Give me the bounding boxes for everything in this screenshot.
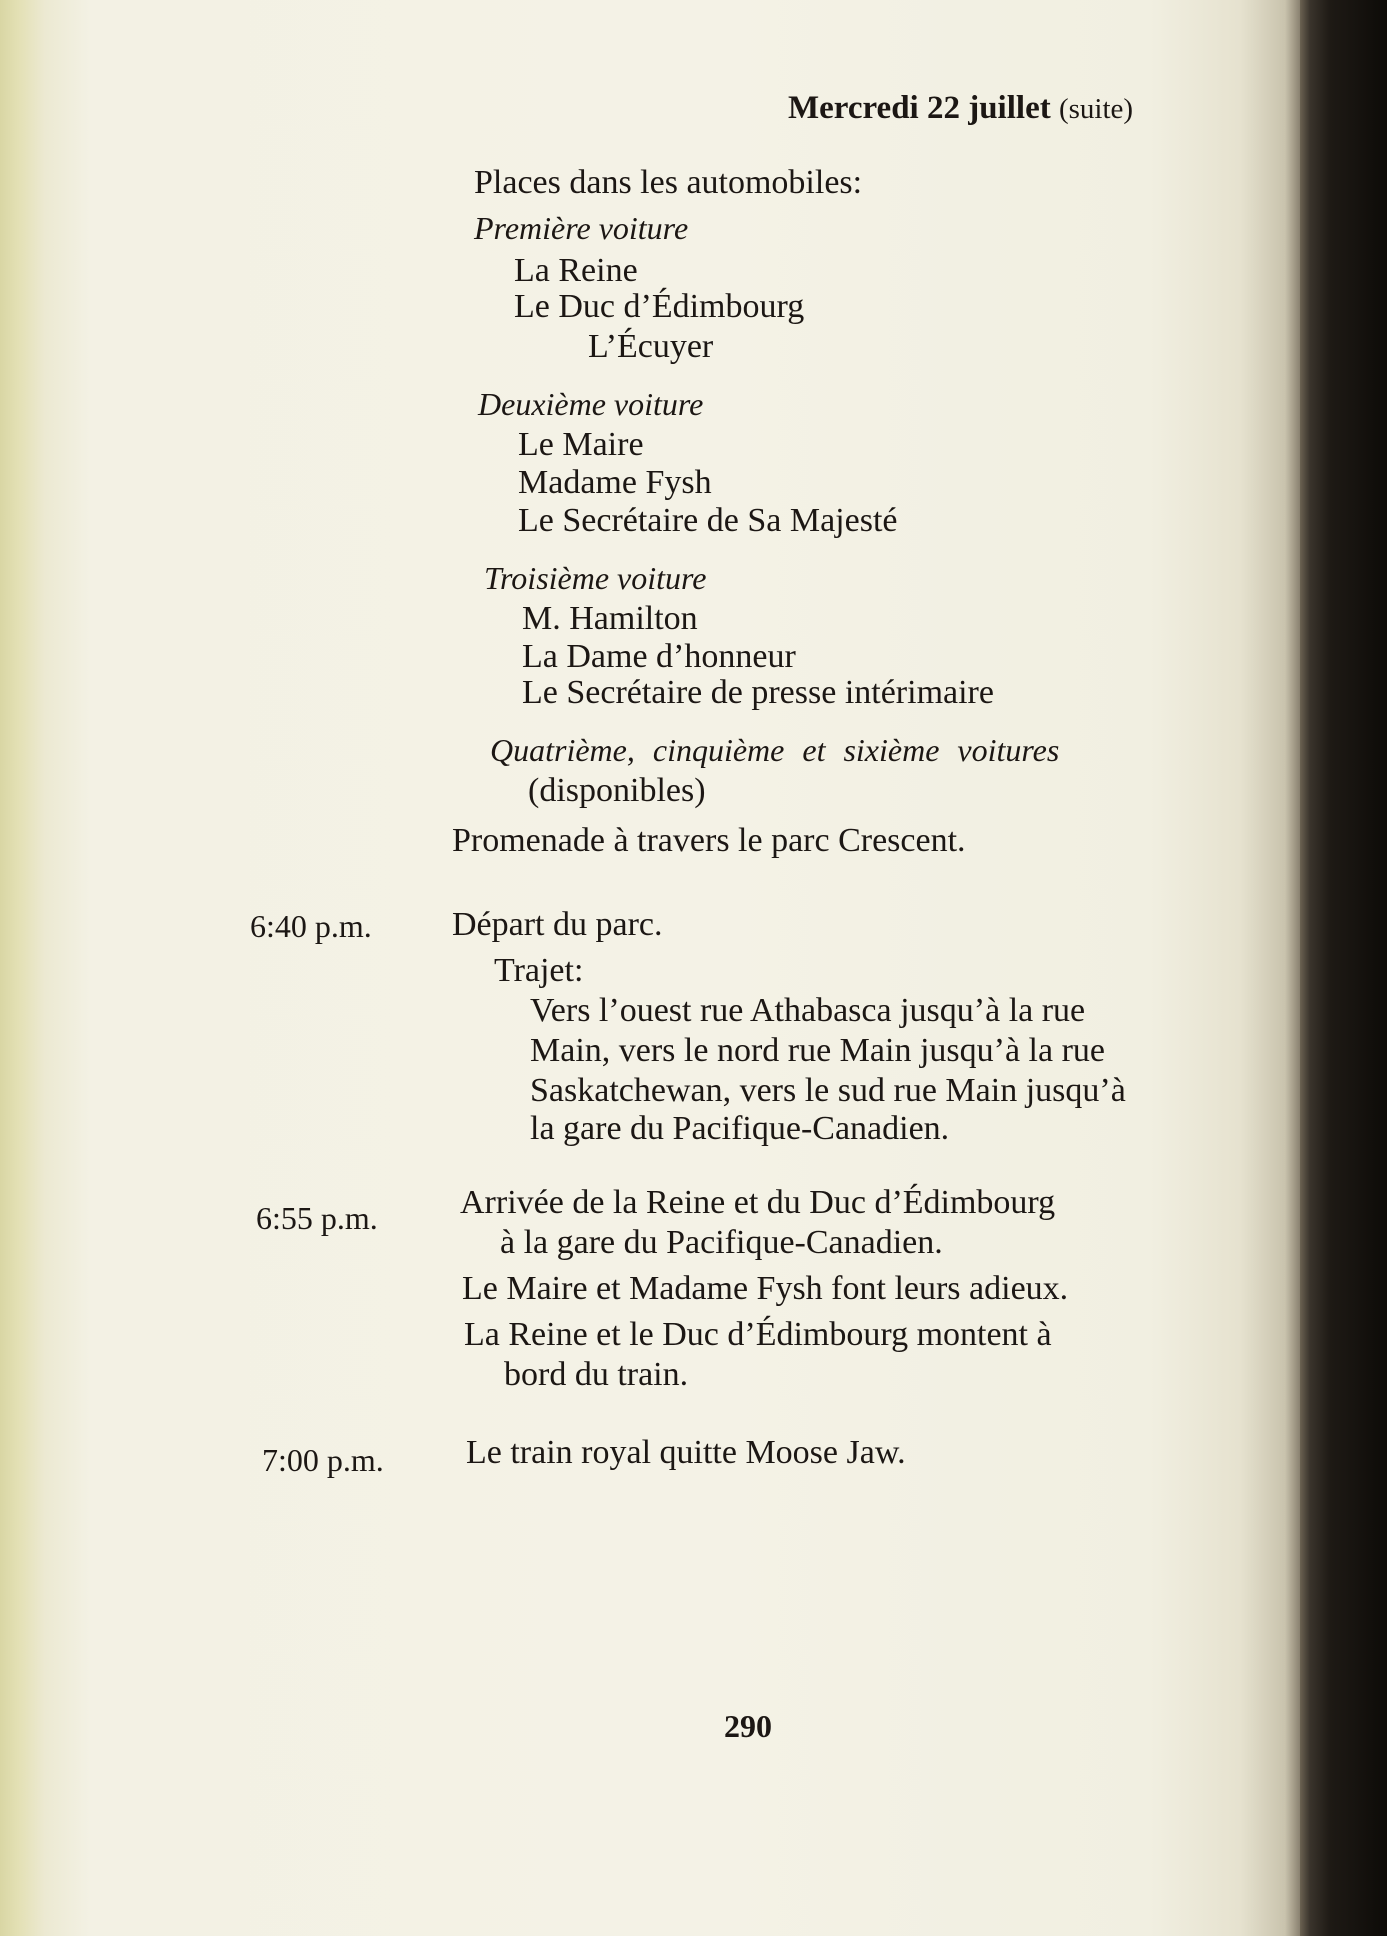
schedule-line: Le Maire et Madame Fysh font leurs adieux.	[462, 1270, 1069, 1307]
car-title: Troisième voiture	[484, 560, 707, 596]
header-day: Mercredi	[788, 90, 919, 126]
drive-note: Promenade à travers le parc Crescent.	[452, 822, 966, 859]
occupant: Le Secrétaire de presse intérimaire	[522, 674, 994, 711]
route-label: Trajet:	[494, 952, 584, 989]
occupant: La Dame d’honneur	[522, 638, 796, 675]
header-date: 22	[926, 90, 960, 126]
occupant: La Reine	[514, 252, 638, 289]
header-month: juillet	[968, 90, 1051, 126]
book-binding	[1300, 0, 1387, 1936]
route-line: la gare du Pacifique-Canadien.	[530, 1110, 950, 1147]
car-title: Deuxième voiture	[478, 386, 704, 422]
occupant: Le Maire	[518, 426, 644, 463]
occupant: Madame Fysh	[518, 464, 712, 501]
places-heading: Places dans les automobiles:	[474, 164, 863, 201]
header-suite: (suite)	[1058, 93, 1134, 125]
schedule-line: Le train royal quitte Moose Jaw.	[466, 1434, 906, 1471]
occupant: Le Duc d’Édimbourg	[514, 288, 805, 325]
route-line: Main, vers le nord rue Main jusqu’à la rue	[530, 1032, 1105, 1069]
route-line: Vers l’ouest rue Athabasca jusqu’à la rue	[530, 992, 1086, 1029]
other-cars-note: (disponibles)	[528, 772, 706, 809]
schedule-time: 6:55 p.m.	[256, 1200, 378, 1236]
page-number: 290	[724, 1708, 772, 1744]
occupant: M. Hamilton	[522, 600, 698, 637]
car-title: Première voiture	[474, 210, 689, 246]
schedule-time: 7:00 p.m.	[262, 1442, 384, 1478]
running-header	[788, 92, 1133, 125]
other-cars-title: Quatrième, cinquième et sixième voitures	[490, 732, 1060, 768]
schedule-time: 6:40 p.m.	[250, 908, 372, 944]
schedule-line: La Reine et le Duc d’Édimbourg montent à	[464, 1316, 1052, 1353]
occupant: L’Écuyer	[588, 328, 714, 365]
schedule-line: Arrivée de la Reine et du Duc d’Édimbourg	[460, 1184, 1056, 1221]
route-line: Saskatchewan, vers le sud rue Main jusqu’à	[530, 1072, 1126, 1109]
schedule-line: à la gare du Pacifique-Canadien.	[500, 1224, 943, 1261]
schedule-line: Départ du parc.	[452, 906, 663, 943]
schedule-line: bord du train.	[504, 1356, 689, 1393]
occupant: Le Secrétaire de Sa Majesté	[518, 502, 898, 539]
